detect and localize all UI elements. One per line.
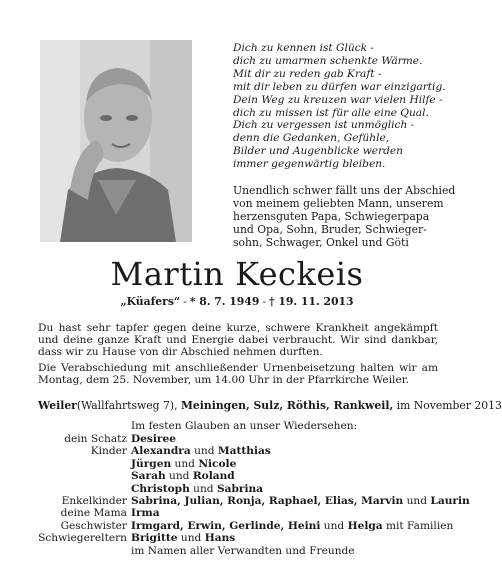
relation-label: Enkelkinder xyxy=(61,494,127,507)
mourner-row xyxy=(30,532,450,544)
mourner-row xyxy=(30,507,450,519)
poem xyxy=(233,42,463,171)
poem-line: Dich zu kennen ist Glück - xyxy=(233,42,374,54)
connector-text: und xyxy=(171,457,199,470)
nickname: „Küafers“ xyxy=(120,295,181,308)
relative-names xyxy=(131,458,236,470)
relative-name: Sarah xyxy=(131,470,166,483)
relative-name: Desiree xyxy=(131,433,176,445)
mourner-row xyxy=(30,494,470,507)
mourners-intro: Im festen Glauben an unser Wiedersehen: xyxy=(131,420,358,432)
mourners-list xyxy=(30,433,470,557)
memorial-line: und Opa, Sohn, Bruder, Schwieger- xyxy=(233,222,427,236)
relative-names xyxy=(131,532,235,544)
portrait-photo xyxy=(40,40,192,242)
dates-separator: - xyxy=(262,295,266,308)
funeral-paragraph: Die Verabschiedung mit anschließender Urnenbeisetzung halten wir am Montag, dem 25. November, um 14.00 Uhr in der Pfarrkirche Weiler. xyxy=(38,361,438,386)
towns: Meiningen, Sulz, Röthis, Rankweil, xyxy=(180,399,394,412)
poem-line: denn die Gedanken, Gefühle, xyxy=(233,132,390,145)
relative-name: Sabrina, Julian, Ronja, Raphael, Elias, Marvin xyxy=(131,494,404,507)
relative-name: Alexandra xyxy=(131,445,191,458)
address: (Wallfahrtsweg 7), xyxy=(76,399,178,412)
place-date-line xyxy=(38,399,502,412)
relative-names xyxy=(131,495,470,507)
life-dates xyxy=(0,295,474,308)
birth-date: * 8. 7. 1949 xyxy=(189,295,260,308)
poem-line: Dich zu vergessen ist unmöglich - xyxy=(233,119,415,132)
relation-label xyxy=(30,470,131,482)
town: Weiler xyxy=(38,399,77,412)
connector-text: und xyxy=(190,445,218,458)
connector-text: und xyxy=(177,532,205,545)
relative-names xyxy=(131,483,263,495)
poem-line: dich zu missen ist für alle eine Qual. xyxy=(233,106,429,119)
relative-name: Helga xyxy=(347,519,383,532)
relation-label: Geschwister xyxy=(60,519,127,532)
mourner-row xyxy=(30,519,454,532)
poem-line: immer gegenwärtig bleiben. xyxy=(233,158,386,171)
relative-name: Hans xyxy=(204,532,236,545)
portrait-image xyxy=(40,40,192,242)
relation-label xyxy=(30,545,131,557)
mourner-row xyxy=(30,483,450,495)
connector-text: und xyxy=(189,482,217,495)
relative-name: Laurin xyxy=(430,494,470,507)
relative-name: Sabrina xyxy=(216,482,264,495)
mourner-row xyxy=(30,445,450,457)
relative-name: Nicole xyxy=(198,457,237,470)
relative-names xyxy=(131,520,453,532)
poem-line: Bilder und Augenblicke werden xyxy=(233,145,404,158)
mourner-row xyxy=(30,433,450,445)
memorial-line: von meinem geliebten Mann, unserem xyxy=(233,196,444,210)
poem-line: dich zu umarmen schenkte Wärme. xyxy=(233,54,423,67)
poem-line: Dein Weg zu kreuzen war vielen Hilfe - xyxy=(233,93,443,106)
memorial-line: sohn, Schwager, Onkel und Göti xyxy=(233,235,409,249)
relation-label: deine Mama xyxy=(60,507,127,520)
relative-name: Matthias xyxy=(217,445,271,458)
relation-label xyxy=(30,458,131,470)
memorial-line: Unendlich schwer fällt uns der Abschied xyxy=(233,184,456,197)
memorial-text xyxy=(233,185,465,250)
relative-name: Brigitte xyxy=(131,532,178,545)
relation-label: dein Schatz xyxy=(64,433,127,445)
farewell-text xyxy=(38,322,438,389)
death-date: † 19. 11. 2013 xyxy=(268,295,354,308)
relation-label: Kinder xyxy=(90,445,127,458)
farewell-paragraph: Du hast sehr tapfer gegen deine kurze, schwere Krankheit angekämpft und deine ganze Kraft und Energie dabei verbraucht. Wir sind dankbar, dass wir zu Hause von dir Abschied nehmen durften. xyxy=(38,322,438,359)
connector-text: und xyxy=(320,519,348,532)
memorial-line: herzensguten Papa, Schwiegerpapa xyxy=(233,209,430,223)
relative-name: Christoph xyxy=(131,482,190,495)
relative-name: Irmgard, Erwin, Gerlinde, Heini xyxy=(131,519,321,532)
poem-line: mit dir leben zu dürfen war einzigartig. xyxy=(233,80,446,93)
relation-label: Schwiegereltern xyxy=(38,532,127,545)
relative-name: Irma xyxy=(131,507,160,520)
mourner-row xyxy=(30,458,450,470)
relation-label xyxy=(30,483,131,495)
relative-name: Jürgen xyxy=(131,457,172,470)
relative-names xyxy=(131,507,160,519)
connector-text: und xyxy=(165,470,193,483)
connector-text: im Namen aller Verwandten und Freunde xyxy=(131,544,355,557)
relative-names xyxy=(131,433,176,445)
relative-names xyxy=(131,445,271,457)
connector-text: und xyxy=(403,494,431,507)
connector-text: mit Familien xyxy=(382,519,454,532)
relative-name: Roland xyxy=(192,470,235,483)
dates-separator: - xyxy=(183,295,187,308)
poem-line: Mit dir zu reden gab Kraft - xyxy=(233,67,382,80)
mourner-row xyxy=(30,470,450,482)
date: im November 2013 xyxy=(396,399,502,412)
relative-names xyxy=(131,470,235,482)
mourner-row xyxy=(30,545,450,557)
deceased-name: Martin Keckeis xyxy=(110,255,364,293)
relative-names xyxy=(131,545,355,557)
